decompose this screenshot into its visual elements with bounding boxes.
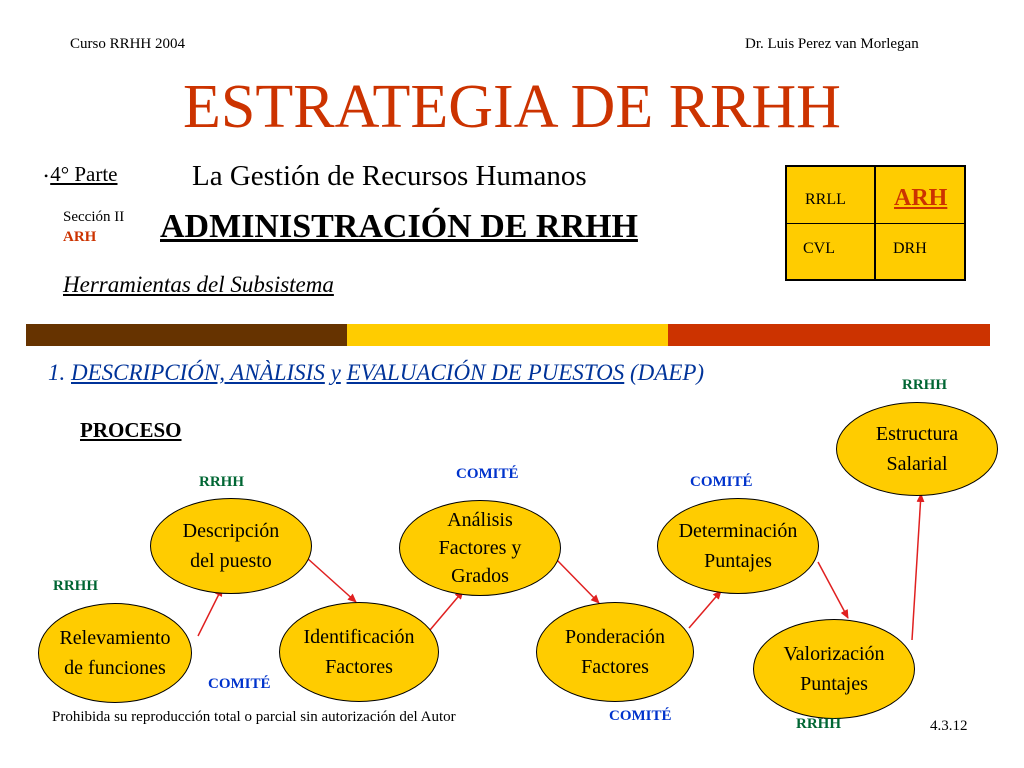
section-label: Sección II [63,209,125,225]
tag-rrhh-valorizacion: RRHH [796,716,841,732]
daep-y: y [330,360,341,385]
node-descripcion [150,498,312,594]
node-relevamiento-line2: de funciones [64,657,166,679]
tag-rrhh-relevamiento: RRHH [53,578,98,594]
node-determinacion-line2: Puntajes [704,550,772,572]
daep-part2: EVALUACIÓN DE PUESTOS [346,360,625,385]
node-identificacion [279,602,439,702]
arrow-determinacion-valorizacion [818,562,848,618]
page-number: 4.3.12 [930,718,968,734]
tag-comite-identificacion: COMITÉ [208,676,271,692]
arrow-identificacion-analisis [430,591,463,630]
grid-cell-drh: DRH [893,240,927,257]
arrow-ponderacion-determinacion [689,591,721,628]
node-descripcion-line1: Descripción [182,520,280,542]
daep-number: 1. [48,360,66,385]
node-analisis [399,500,561,596]
node-determinacion-line1: Determinación [678,520,798,542]
tag-comite-ponderacion: COMITÉ [609,708,672,724]
node-ponderacion-line1: Ponderación [565,626,665,648]
course-label: Curso RRHH 2004 [70,36,186,52]
node-identificacion-line1: Identificación [303,626,415,648]
daep-acronym: (DAEP) [630,360,705,385]
node-estructura-line1: Estructura [875,423,959,445]
tag-comite-analisis: COMITÉ [456,466,519,482]
node-analisis-line1: Análisis [447,509,513,531]
subtitle: La Gestión de Recursos Humanos [192,160,587,192]
node-relevamiento [38,603,192,703]
grid-cell-rrll: RRLL [805,191,846,208]
tools-heading: Herramientas del Subsistema [63,272,334,297]
grid-cell-cvl: CVL [803,240,835,257]
node-relevamiento-line1: Relevamiento [59,627,171,649]
part-text: 4° Parte [50,162,118,186]
node-estructura [836,402,998,496]
copyright-notice: Prohibida su reproducción total o parcial sin autorización del Autor [52,709,456,725]
arrow-descripcion-identificacion [307,558,356,602]
arrow-relevamiento-descripcion [198,588,222,636]
tag-rrhh-estructura: RRHH [902,377,947,393]
node-valorizacion-line2: Puntajes [800,673,868,695]
node-analisis-line3: Grados [451,565,509,587]
grid-cell-arh: ARH [894,185,948,211]
tag-rrhh-descripcion: RRHH [199,474,244,490]
node-descripcion-line2: del puesto [190,550,272,572]
node-valorizacion [753,619,915,719]
node-ponderacion-line2: Factores [581,656,649,678]
slide-title: ESTRATEGIA DE RRHH [183,73,841,141]
node-identificacion-line2: Factores [325,656,393,678]
arrow-analisis-ponderacion [555,558,599,603]
node-analisis-line2: Factores y [438,537,522,559]
arrow-valorizacion-estructura [912,494,921,640]
node-determinacion [657,498,819,594]
process-label: PROCESO [80,418,182,442]
node-ponderacion [536,602,694,702]
node-valorizacion-line1: Valorización [783,643,885,665]
node-estructura-line2: Salarial [886,453,948,475]
author-label: Dr. Luis Perez van Morlegan [745,36,919,52]
section-heading: ADMINISTRACIÓN DE RRHH [160,208,638,245]
bullet-icon: • [44,168,49,183]
daep-part1: DESCRIPCIÓN, ANÀLISIS [71,360,325,385]
section-code: ARH [63,229,97,245]
tag-comite-determinacion: COMITÉ [690,474,753,490]
